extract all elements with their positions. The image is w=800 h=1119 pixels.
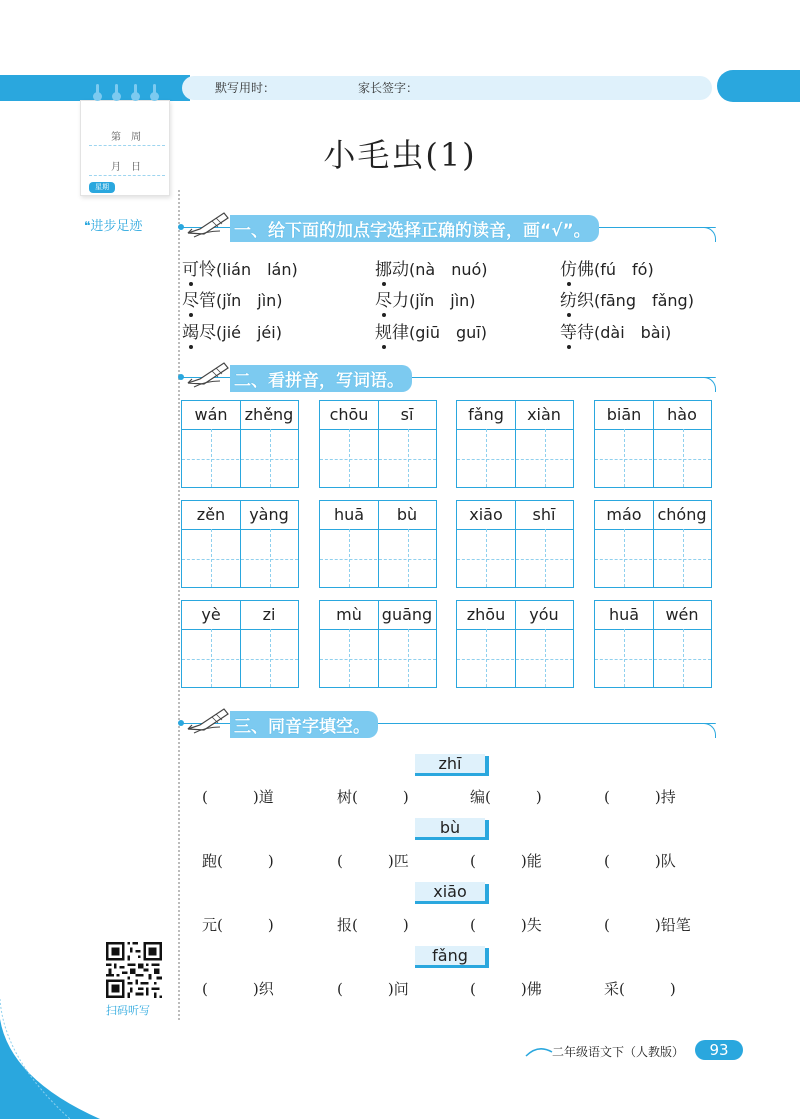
writing-cell[interactable] (594, 500, 712, 588)
word-rest: 力 (392, 291, 409, 311)
ring-icon (112, 92, 121, 101)
guide-line (270, 529, 271, 587)
dotted-char: 规 (375, 323, 392, 343)
reading-item (182, 255, 298, 280)
guide-line (211, 429, 212, 487)
qr-code-icon (106, 942, 162, 998)
writing-cell[interactable] (594, 400, 712, 488)
pinyin-box: fǎng (415, 946, 485, 968)
guide-line (408, 429, 409, 487)
word-rest: 待 (577, 323, 594, 343)
time-label: 默写用时： (215, 81, 276, 95)
pinyin-options[interactable]: (fāng fǎng) (594, 291, 694, 310)
guide-line (683, 629, 684, 687)
section2-header (180, 363, 716, 393)
pinyin-left: yè (201, 605, 221, 624)
section2-title: 二、看拼音，写词语。 (230, 365, 412, 392)
guide-line (595, 459, 711, 460)
footprint-icon: ❝ (84, 219, 91, 233)
pinyin-right: xiàn (527, 405, 561, 424)
pinyin-options[interactable]: (dài bài) (594, 323, 672, 342)
dotted-char: 竭 (182, 323, 199, 343)
pinyin-left: mù (336, 605, 362, 624)
pinyin-right: yóu (529, 605, 559, 624)
page-number: 93 (695, 1040, 743, 1060)
pinyin-options[interactable]: (fú fó) (594, 260, 654, 279)
word-rest: 管 (199, 291, 216, 311)
ring-icon (131, 92, 140, 101)
guide-line (486, 529, 487, 587)
writing-cell[interactable] (456, 500, 574, 588)
writing-cell[interactable] (181, 400, 299, 488)
guide-line (457, 559, 573, 560)
pinyin-options[interactable]: (jié jéi) (216, 323, 282, 342)
dotted-char: 仿 (560, 260, 577, 280)
guide-line (457, 459, 573, 460)
pinyin-left: zěn (196, 505, 226, 524)
pinyin-left: fǎng (468, 405, 504, 424)
dotted-char: 可 (182, 260, 199, 280)
pinyin-box: zhī (415, 754, 485, 776)
guide-line (624, 529, 625, 587)
guide-line (486, 629, 487, 687)
guide-line (683, 429, 684, 487)
pinyin-right: yàng (249, 505, 289, 524)
reading-item (375, 286, 476, 311)
guide-line (182, 559, 298, 560)
word-rest: 律 (392, 323, 409, 343)
ring-icon (93, 92, 102, 101)
pinyin-left: biān (606, 405, 642, 424)
blank-item[interactable]: ( )持 (604, 788, 676, 806)
guide-line (182, 659, 298, 660)
pinyin-options[interactable]: (nà nuó) (409, 260, 488, 279)
pinyin-options[interactable]: (lián lán) (216, 260, 298, 279)
section3-header (180, 709, 716, 739)
word-rest: 佛 (577, 260, 594, 280)
pinyin-left: zhōu (466, 605, 506, 624)
word-rest: 动 (392, 260, 409, 280)
pinyin-right: sī (400, 405, 414, 424)
pinyin-right: shī (532, 505, 556, 524)
guide-line (349, 429, 350, 487)
reading-item (560, 318, 671, 343)
blank-item[interactable]: ( )道 (202, 788, 274, 806)
pinyin-right: bù (396, 505, 418, 524)
blank-item[interactable]: 树( ) (337, 788, 409, 806)
guide-line (486, 429, 487, 487)
guide-line (545, 629, 546, 687)
date-label: 月 日 (111, 162, 141, 173)
dotted-char: 纺 (560, 291, 577, 311)
weekday-badge: 星期 (89, 182, 115, 193)
margin-line (178, 190, 180, 1020)
corner-decoration (0, 999, 110, 1119)
writing-cell[interactable] (181, 600, 299, 688)
word-rest: 织 (577, 291, 594, 311)
blank-item[interactable]: ( )佛 (470, 980, 542, 998)
guide-line (320, 459, 436, 460)
guide-line (211, 529, 212, 587)
blank-item[interactable]: 元( ) (202, 916, 274, 934)
guide-line (457, 659, 573, 660)
week-label: 第 周 (111, 132, 141, 143)
pinyin-options[interactable]: (jǐn jìn) (216, 291, 283, 310)
pinyin-right: zi (262, 605, 276, 624)
blank-item[interactable]: ( )织 (202, 980, 274, 998)
blank-item[interactable]: 跑( ) (202, 852, 274, 870)
word-rest: 怜 (199, 260, 216, 280)
reading-item (375, 255, 488, 280)
guide-line (624, 629, 625, 687)
writing-cell[interactable] (456, 600, 574, 688)
writing-cell[interactable] (456, 400, 574, 488)
header-band-right (717, 70, 800, 102)
dotted-char: 挪 (375, 260, 392, 280)
guide-line (320, 559, 436, 560)
guide-line (349, 529, 350, 587)
guide-line (182, 459, 298, 460)
dotted-char: 等 (560, 323, 577, 343)
pinyin-box: xiāo (415, 882, 485, 904)
reading-item (560, 255, 654, 280)
blank-item[interactable]: ( )能 (470, 852, 542, 870)
guide-line (408, 629, 409, 687)
blank-item[interactable]: 采( ) (604, 980, 676, 998)
blank-item[interactable]: 报( ) (337, 916, 409, 934)
guide-line (595, 559, 711, 560)
pinyin-right: chóng (657, 505, 707, 524)
pinyin-box: bù (415, 818, 485, 840)
motto (84, 215, 142, 234)
pinyin-right: zhěng (244, 405, 294, 424)
guide-line (320, 659, 436, 660)
reading-item (182, 286, 283, 311)
pinyin-right: hào (667, 405, 697, 424)
guide-line (349, 629, 350, 687)
reading-item (375, 318, 487, 343)
blank-item[interactable]: ( )队 (604, 852, 676, 870)
blank-item[interactable]: ( )失 (470, 916, 542, 934)
word-rest: 尽 (199, 323, 216, 343)
qr-label: 扫码听写 (106, 1004, 150, 1017)
pinyin-right: guāng (381, 605, 433, 624)
guide-line (270, 429, 271, 487)
pinyin-options[interactable]: (giū guī) (409, 323, 487, 342)
reading-item (560, 286, 694, 311)
blank-item[interactable]: ( )铅笔 (604, 916, 691, 934)
page-title: 小毛虫(1) (323, 136, 477, 174)
pinyin-right: wén (665, 605, 699, 624)
book-title: 二年级语文下（人教版） (552, 1045, 685, 1059)
guide-line (408, 529, 409, 587)
signature-label: 家长签字： (358, 81, 419, 95)
pinyin-left: huā (333, 505, 365, 524)
pencil-icon (184, 359, 230, 389)
writing-cell[interactable] (319, 400, 437, 488)
blank-item[interactable]: ( )问 (337, 980, 409, 998)
dotted-char: 尽 (375, 291, 392, 311)
writing-cell[interactable] (319, 600, 437, 688)
dotted-char: 尽 (182, 291, 199, 311)
section3-title: 三、同音字填空。 (230, 711, 378, 738)
guide-line (211, 629, 212, 687)
blank-item[interactable]: 编( ) (470, 788, 542, 806)
pinyin-left: huā (608, 605, 640, 624)
pencil-icon (184, 705, 230, 735)
pinyin-left: máo (606, 505, 642, 524)
guide-line (545, 429, 546, 487)
section1-title: 一、给下面的加点字选择正确的读音，画“√”。 (230, 215, 599, 242)
pinyin-left: wán (194, 405, 228, 424)
pinyin-left: chōu (329, 405, 369, 424)
guide-line (270, 629, 271, 687)
guide-line (545, 529, 546, 587)
motto-text: 进步足迹 (90, 219, 143, 234)
blank-item[interactable]: ( )匹 (337, 852, 409, 870)
pinyin-left: xiāo (469, 505, 503, 524)
section1-header (180, 213, 716, 243)
writing-cell[interactable] (594, 600, 712, 688)
pinyin-options[interactable]: (jǐn jìn) (409, 291, 476, 310)
footer-swoosh-icon (524, 1046, 554, 1058)
guide-line (595, 659, 711, 660)
guide-line (683, 529, 684, 587)
writing-cell[interactable] (181, 500, 299, 588)
ring-icon (150, 92, 159, 101)
reading-item (182, 318, 282, 343)
guide-line (624, 429, 625, 487)
pencil-icon (184, 209, 230, 239)
writing-cell[interactable] (319, 500, 437, 588)
